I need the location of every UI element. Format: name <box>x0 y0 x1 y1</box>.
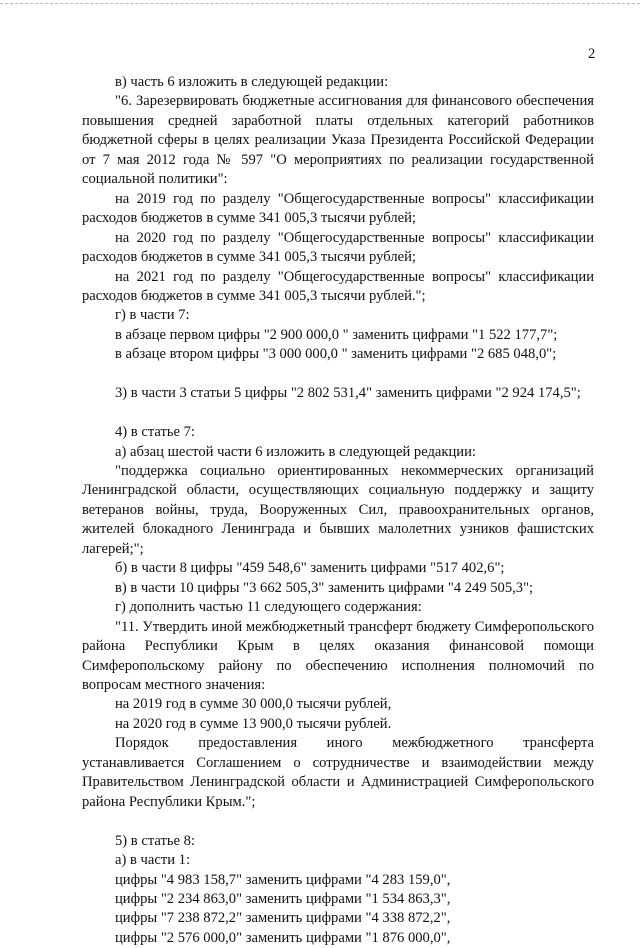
paragraph-v-part-10: в) в части 10 цифры "3 662 505,3" заменить цифрами "4 249 505,3"; <box>115 579 534 596</box>
page-number: 2 <box>588 46 596 62</box>
paragraph-item-4: 4) в статье 7: <box>115 424 195 441</box>
paragraph-digits-2: цифры "2 234 863,0" заменить цифрами "1 534 863,3", <box>115 890 451 907</box>
paragraph-a-part-1: а) в части 1: <box>115 852 191 869</box>
paragraph-2019: на 2019 год по разделу "Общегосударственные вопросы" классификации расходов бюджетов в сумме 341 005,3 тысячи рублей; <box>82 190 594 227</box>
scan-top-edge <box>0 3 640 4</box>
paragraph-part-6: "6. Зарезервировать бюджетные ассигнования для финансового обеспечения повышения средней заработной платы отдельных категорий работников бюджетной сферы в целях реализации Указа Президента Российской Федерации от 7 мая 2012 года № 597 "О мероприятиях по реализации государственной социальной политики": <box>82 93 594 188</box>
paragraph-2020: на 2020 год по разделу "Общегосударственные вопросы" классификации расходов бюджетов в сумме 341 005,3 тысячи рублей; <box>82 229 594 266</box>
document-body <box>82 73 594 948</box>
blank-line <box>82 812 594 831</box>
paragraph-digits-4: цифры "2 576 000,0" заменить цифрами "1 876 000,0", <box>115 929 451 946</box>
paragraph-a-abzac-6: а) абзац шестой части 6 изложить в следующей редакции: <box>115 443 476 460</box>
paragraph-order: Порядок предоставления иного межбюджетного трансферта устанавливается Соглашением о сотрудничестве и взаимодействии между Правительством Ленинградской области и Администрацией Симферопольского района Республики Крым."; <box>82 735 594 810</box>
paragraph-digits-1: цифры "4 983 158,7" заменить цифрами "4 283 159,0", <box>115 871 451 888</box>
paragraph-2021: на 2021 год по разделу "Общегосударственные вопросы" классификации расходов бюджетов в сумме 341 005,3 тысячи рублей."; <box>82 268 594 304</box>
paragraph-second-abzac: в абзаце втором цифры "3 000 000,0 " заменить цифрами "2 685 048,0"; <box>115 346 557 363</box>
paragraph-part-11: "11. Утвердить иной межбюджетный трансферт бюджету Симферопольского района Республики Крым в целях оказания финансовой помощи Симферопольскому району по обеспечению исполнения полномочий по вопросам местного значения: <box>82 618 594 694</box>
paragraph-year-2019: на 2019 год в сумме 30 000,0 тысячи рублей, <box>115 696 392 713</box>
paragraph-g-part-7: г) в части 7: <box>115 307 190 324</box>
paragraph-b-part-8: б) в части 8 цифры "459 548,6" заменить цифрами "517 402,6"; <box>115 560 505 577</box>
paragraph-v-header: в) часть 6 изложить в следующей редакции: <box>115 74 389 90</box>
blank-line <box>82 365 594 384</box>
paragraph-first-abzac: в абзаце первом цифры "2 900 000,0 " заменить цифрами "1 522 177,7"; <box>115 326 558 343</box>
paragraph-item-3: 3) в части 3 статьи 5 цифры "2 802 531,4" заменить цифрами "2 924 174,5"; <box>115 385 581 402</box>
paragraph-digits-3: цифры "7 238 872,2" заменить цифрами "4 338 872,2", <box>115 910 451 927</box>
paragraph-item-5: 5) в статье 8: <box>115 832 195 849</box>
paragraph-support: "поддержка социально ориентированных некоммерческих организаций Ленинградской области, осуществляющих социальную поддержку и защиту ветеранов войны, труда, Вооруженных Сил, правоохранительных органов, жителей блокадного Ленинграда и бывших малолетних узников фашистских лагерей;"; <box>82 463 594 557</box>
paragraph-g-add-11: г) дополнить частью 11 следующего содержания: <box>115 599 422 616</box>
paragraph-year-2020: на 2020 год в сумме 13 900,0 тысячи рублей. <box>115 715 392 732</box>
blank-line <box>82 404 594 423</box>
